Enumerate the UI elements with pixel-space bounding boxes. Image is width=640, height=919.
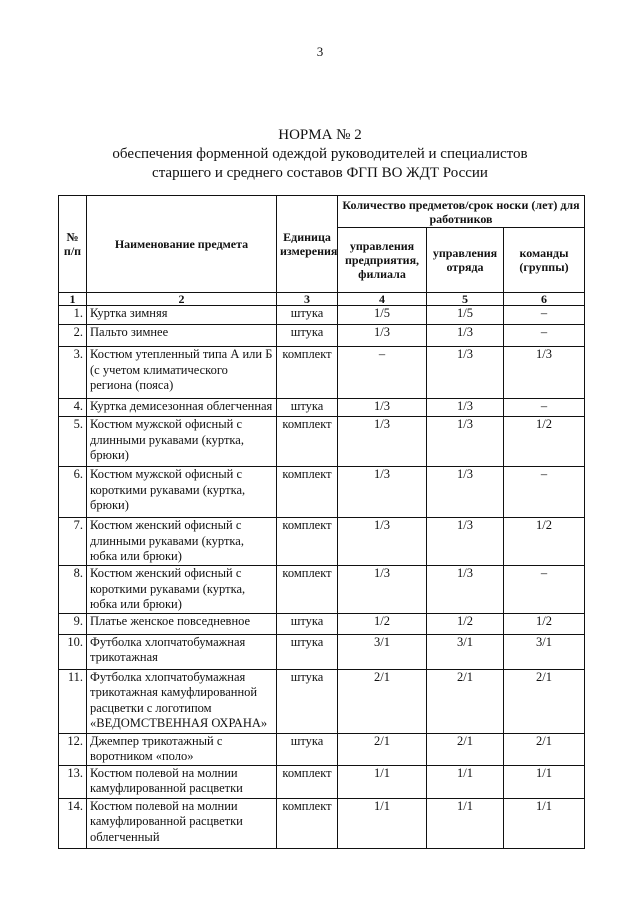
qty-detachment: 1/1 bbox=[427, 798, 504, 848]
qty-enterprise: 1/5 bbox=[338, 306, 427, 325]
item-name: Костюм женский офисный с короткими рукавами (куртка, юбка или брюки) bbox=[87, 566, 277, 614]
column-number: 5 bbox=[427, 293, 504, 306]
item-unit: комплект bbox=[277, 467, 338, 518]
qty-enterprise: 1/3 bbox=[338, 417, 427, 467]
table-row bbox=[59, 669, 585, 733]
table-row bbox=[59, 325, 585, 347]
qty-team: 2/1 bbox=[504, 669, 585, 733]
qty-detachment: 1/2 bbox=[427, 613, 504, 634]
qty-team: 3/1 bbox=[504, 634, 585, 669]
qty-team: – bbox=[504, 399, 585, 417]
qty-enterprise: 3/1 bbox=[338, 634, 427, 669]
qty-team: 1/2 bbox=[504, 518, 585, 566]
item-unit: штука bbox=[277, 613, 338, 634]
item-unit: штука bbox=[277, 733, 338, 765]
item-name: Костюм полевой на молнии камуфлированной расцветки bbox=[87, 765, 277, 798]
row-number: 9. bbox=[59, 613, 87, 634]
item-name: Джемпер трикотажный с воротником «поло» bbox=[87, 733, 277, 765]
table-row bbox=[59, 347, 585, 399]
item-unit: комплект bbox=[277, 347, 338, 399]
qty-enterprise: 1/3 bbox=[338, 518, 427, 566]
item-unit: комплект bbox=[277, 518, 338, 566]
item-unit: штука bbox=[277, 325, 338, 347]
table-row bbox=[59, 467, 585, 518]
row-number: 7. bbox=[59, 518, 87, 566]
item-name: Костюм женский офисный с длинными рукавами (куртка, юбка или брюки) bbox=[87, 518, 277, 566]
qty-detachment: 1/3 bbox=[427, 325, 504, 347]
row-number: 11. bbox=[59, 669, 87, 733]
item-name: Футболка хлопчатобумажная трикотажная bbox=[87, 634, 277, 669]
item-name: Костюм мужской офисный с короткими рукавами (куртка, брюки) bbox=[87, 467, 277, 518]
qty-detachment: 1/3 bbox=[427, 417, 504, 467]
qty-enterprise: 2/1 bbox=[338, 669, 427, 733]
qty-detachment: 3/1 bbox=[427, 634, 504, 669]
header-col5: управления отряда bbox=[427, 228, 504, 293]
row-number: 14. bbox=[59, 798, 87, 848]
item-unit: штука bbox=[277, 399, 338, 417]
header-group: Количество предметов/срок носки (лет) для работников bbox=[338, 196, 585, 228]
qty-team: – bbox=[504, 306, 585, 325]
qty-detachment: 1/3 bbox=[427, 467, 504, 518]
table-row bbox=[59, 306, 585, 325]
qty-detachment: 1/3 bbox=[427, 399, 504, 417]
table-row bbox=[59, 733, 585, 765]
qty-team: – bbox=[504, 566, 585, 614]
table-row bbox=[59, 518, 585, 566]
item-name: Пальто зимнее bbox=[87, 325, 277, 347]
row-number: 12. bbox=[59, 733, 87, 765]
column-number: 3 bbox=[277, 293, 338, 306]
row-number: 6. bbox=[59, 467, 87, 518]
row-number: 8. bbox=[59, 566, 87, 614]
item-unit: штука bbox=[277, 634, 338, 669]
qty-enterprise: 2/1 bbox=[338, 733, 427, 765]
qty-team: 1/2 bbox=[504, 417, 585, 467]
qty-detachment: 1/5 bbox=[427, 306, 504, 325]
page-number: 3 bbox=[316, 44, 324, 59]
item-name: Куртка зимняя bbox=[87, 306, 277, 325]
column-number: 6 bbox=[504, 293, 585, 306]
qty-team: 1/1 bbox=[504, 765, 585, 798]
table-row bbox=[59, 634, 585, 669]
header-col4: управления предприятия, филиала bbox=[338, 228, 427, 293]
item-unit: штука bbox=[277, 669, 338, 733]
qty-detachment: 1/1 bbox=[427, 765, 504, 798]
table-row bbox=[59, 399, 585, 417]
table-row bbox=[59, 566, 585, 614]
qty-detachment: 2/1 bbox=[427, 669, 504, 733]
qty-enterprise: 1/3 bbox=[338, 399, 427, 417]
qty-team: 1/1 bbox=[504, 798, 585, 848]
norms-table bbox=[58, 195, 585, 849]
item-unit: комплект bbox=[277, 417, 338, 467]
row-number: 13. bbox=[59, 765, 87, 798]
item-unit: штука bbox=[277, 306, 338, 325]
qty-enterprise: 1/1 bbox=[338, 798, 427, 848]
qty-enterprise: – bbox=[338, 347, 427, 399]
qty-detachment: 1/3 bbox=[427, 518, 504, 566]
row-number: 3. bbox=[59, 347, 87, 399]
qty-team: 1/2 bbox=[504, 613, 585, 634]
table-row bbox=[59, 765, 585, 798]
table-row bbox=[59, 417, 585, 467]
document-title bbox=[0, 126, 640, 183]
item-unit: комплект bbox=[277, 765, 338, 798]
qty-detachment: 1/3 bbox=[427, 566, 504, 614]
qty-detachment: 1/3 bbox=[427, 347, 504, 399]
item-name: Костюм полевой на молнии камуфлированной расцветки облегченный bbox=[87, 798, 277, 848]
row-number: 1. bbox=[59, 306, 87, 325]
column-number: 4 bbox=[338, 293, 427, 306]
item-unit: комплект bbox=[277, 566, 338, 614]
header-name: Наименование предмета bbox=[87, 196, 277, 293]
qty-team: – bbox=[504, 467, 585, 518]
qty-enterprise: 1/3 bbox=[338, 467, 427, 518]
qty-enterprise: 1/3 bbox=[338, 566, 427, 614]
table-row bbox=[59, 798, 585, 848]
column-number: 1 bbox=[59, 293, 87, 306]
item-name: Платье женское повседневное bbox=[87, 613, 277, 634]
qty-team: 1/3 bbox=[504, 347, 585, 399]
row-number: 2. bbox=[59, 325, 87, 347]
column-number: 2 bbox=[87, 293, 277, 306]
qty-enterprise: 1/2 bbox=[338, 613, 427, 634]
title-line-2: обеспечения форменной одеждой руководителей и специалистов bbox=[112, 146, 528, 162]
qty-enterprise: 1/3 bbox=[338, 325, 427, 347]
item-name: Костюм утепленный типа А или Б (с учетом климатического региона (пояса) bbox=[87, 347, 277, 399]
item-name: Куртка демисезонная облегченная bbox=[87, 399, 277, 417]
row-number: 5. bbox=[59, 417, 87, 467]
qty-enterprise: 1/1 bbox=[338, 765, 427, 798]
table-row bbox=[59, 613, 585, 634]
qty-team: – bbox=[504, 325, 585, 347]
item-name: Футболка хлопчатобумажная трикотажная камуфлированной расцветки с логотипом «ВЕДОМСТВЕННАЯ ОХРАНА» bbox=[87, 669, 277, 733]
header-col6: команды (группы) bbox=[504, 228, 585, 293]
item-unit: комплект bbox=[277, 798, 338, 848]
row-number: 10. bbox=[59, 634, 87, 669]
header-num: № п/п bbox=[59, 196, 87, 293]
qty-team: 2/1 bbox=[504, 733, 585, 765]
header-unit: Единица измерения bbox=[277, 196, 338, 293]
row-number: 4. bbox=[59, 399, 87, 417]
qty-detachment: 2/1 bbox=[427, 733, 504, 765]
title-line-3: старшего и среднего составов ФГП ВО ЖДТ России bbox=[152, 165, 488, 181]
item-name: Костюм мужской офисный с длинными рукавами (куртка, брюки) bbox=[87, 417, 277, 467]
title-line-1: НОРМА № 2 bbox=[278, 127, 362, 143]
